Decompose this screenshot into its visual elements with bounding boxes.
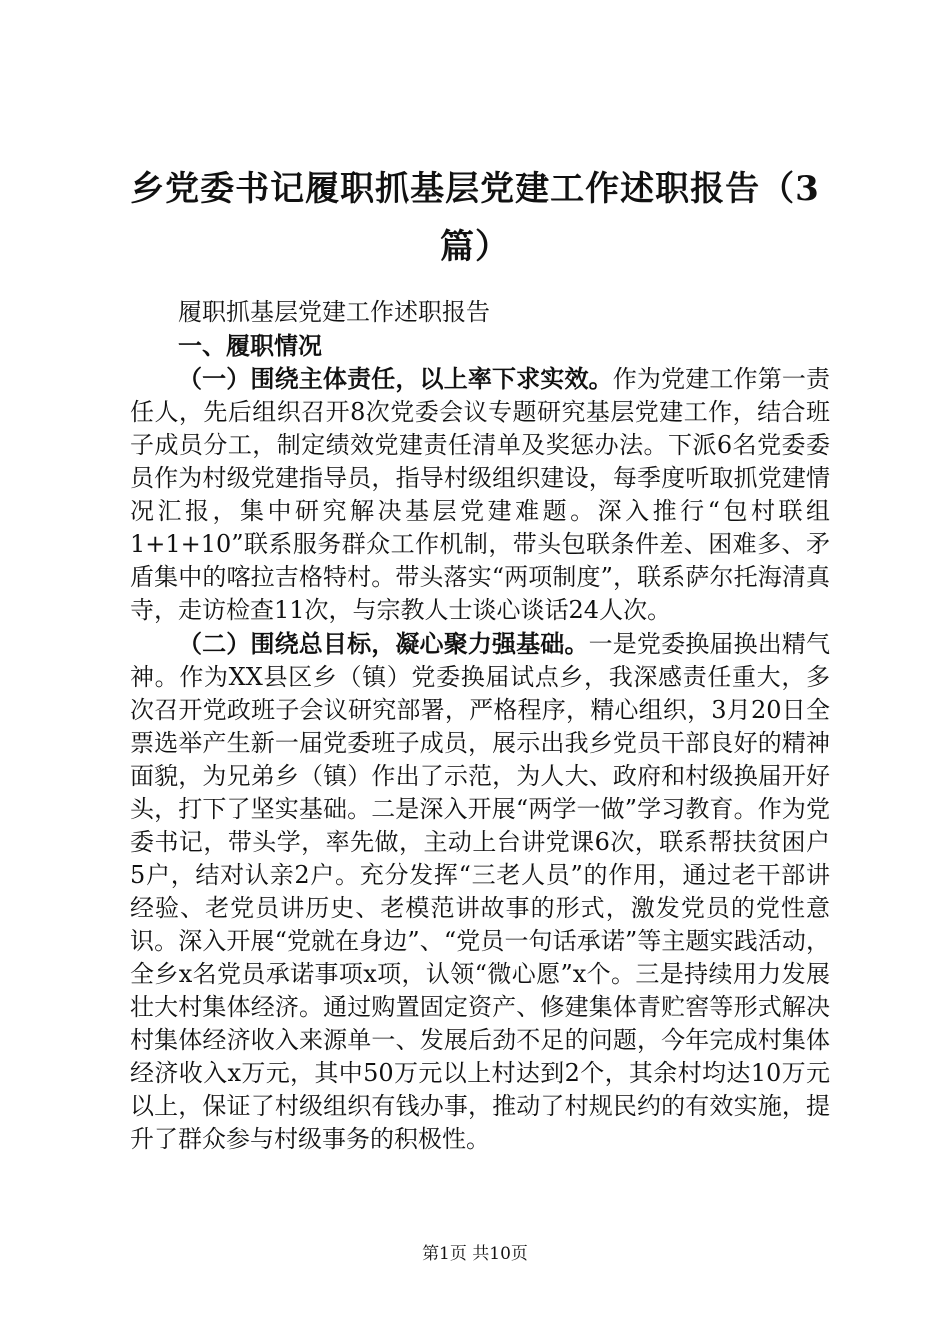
document-title: 乡党委书记履职抓基层党建工作述职报告（3篇） <box>130 169 820 267</box>
document-body <box>130 296 830 1156</box>
document-subtitle: 履职抓基层党建工作述职报告 <box>178 298 490 326</box>
page-footer: 第1页 共10页 <box>422 1244 528 1264</box>
paragraph-2-lead: （二）围绕总目标，凝心聚力强基础。 <box>178 629 589 658</box>
paragraph-2 <box>130 627 830 1156</box>
paragraph-1-lead: （一）围绕主体责任，以上率下求实效。 <box>178 364 613 393</box>
paragraph-1 <box>130 362 830 627</box>
section-heading: 一、履职情况 <box>178 331 322 360</box>
paragraph-1-text: 作为党建工作第一责任人，先后组织召开8次党委会议专题研究基层党建工作，结合班子成员分工，制定绩效党建责任清单及奖惩办法。下派6名党委委员作为村级党建指导员，指导村级组织建设，每季度听取抓党建情况汇报，集中研究解决基层党建难题。深入推行“包村联组1+1+10”联系服务群众工作机制，带头包联条件差、困难多、矛盾集中的喀拉吉格特村。带头落实“两项制度”，联系萨尔托海清真寺，走访检查11次，与宗教人士谈心谈话24人次。 <box>130 365 831 624</box>
paragraph-2-text: 一是党委换届换出精气神。作为XX县区乡（镇）党委换届试点乡，我深感责任重大，多次召开党政班子会议研究部署，严格程序，精心组织，3月20日全票选举产生新一届党委班子成员，展示出我乡党员干部良好的精神面貌，为兄弟乡（镇）作出了示范，为人大、政府和村级换届开好头，打下了坚实基础。二是深入开展“两学一做”学习教育。作为党委书记，带头学，率先做，主动上台讲党课6次，联系帮扶贫困户5户，结对认亲2户。充分发挥“三老人员”的作用，通过老干部讲经验、老党员讲历史、老模范讲故事的形式，激发党员的党性意识。深入开展“党就在身边”、“党员一句话承诺”等主题实践活动，全乡x名党员承诺事项x项，认领“微心愿”x个。三是持续用力发展壮大村集体经济。通过购置固定资产、修建集体青贮窖等形式解决村集体经济收入来源单一、发展后劲不足的问题，今年完成村集体经济收入x万元，其中50万元以上村达到2个，其余村均达10万元以上，保证了村级组织有钱办事，推动了村规民约的有效实施，提升了群众参与村级事务的积极性。 <box>130 630 831 1153</box>
